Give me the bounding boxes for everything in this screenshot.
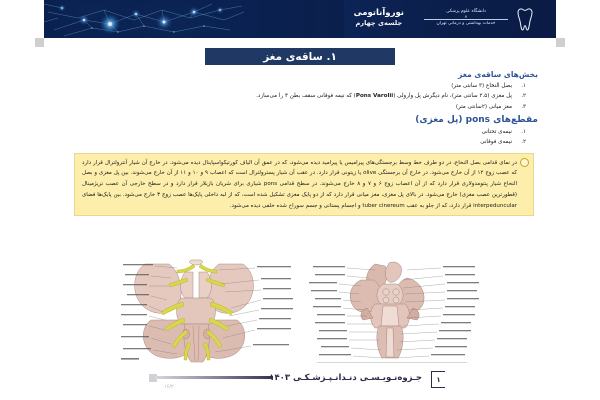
page-title-text: ۱. ساقه‌ی مغز	[263, 50, 337, 63]
logo-line-2: خدمات بهداشتی و درمانی تهران	[436, 21, 496, 26]
footer-small-text: ۱۶/۲	[164, 384, 174, 390]
banner-course-title: نوروآناتومی	[353, 8, 404, 18]
footer-gradient-rule	[155, 376, 273, 379]
list-item	[44, 81, 526, 91]
list-item-text: نیمه‌ی تحتانی	[481, 129, 512, 136]
list-item-number: ۲.	[521, 93, 526, 100]
footer-title: جـزوه‌نـویـسـی دنـدانـپـزشـکـی ۱۴۰۳	[269, 373, 422, 383]
university-logo-text	[420, 9, 512, 26]
list-item-text: نیمه‌ی فوقانی	[480, 139, 512, 146]
list-item-number: ۱.	[521, 83, 526, 89]
brainstem-parts-list	[44, 81, 526, 112]
brainstem-posterior-illustration	[303, 258, 485, 366]
list-item-number: ۳.	[521, 103, 526, 110]
brainstem-anterior-illustration	[115, 258, 297, 366]
brainstem-posterior-view	[303, 258, 485, 366]
banner-title-block	[354, 7, 404, 29]
list-item-number: ۲.	[521, 139, 526, 146]
page-footer	[0, 368, 600, 400]
tooth-icon	[514, 7, 536, 32]
document-content	[44, 68, 556, 216]
list-item	[44, 127, 526, 137]
list-item-number: ۱.	[521, 129, 526, 136]
page-number-badge: ۱	[431, 371, 445, 388]
figure-row	[44, 258, 556, 368]
list-item-text: بصل النخاع (۳ سانتی متر)	[451, 83, 512, 89]
university-logo	[416, 6, 538, 33]
banner-gradient-overlay	[254, 0, 344, 38]
note-paragraph: در نمای قدامی بصل النخاع، در دو طرف خط وسط برجستگی‌های پیرامیس یا پیرامید دیده می‌شود، که در عمق آن الیاف کورتیکواسپاینال دیده می‌شود. در خارج آن شیار آنترولترال قرار دارد که عصب زوج ۱۲ از آن خارج می‌شود. در خارج آن برجستگی olive یا زیتونی قرار دارد. در عقب آن شیار پسترولترال است که اعصاب ۹ و ۱۰ و ۱۱ از آن خارج می‌شوند. بین پل مغزی و بصل النخاع شیار پنتومدولاری قرار دارد که از آن اعصاب زوج ۶ و ۷ و ۸ خارج می‌شوند. در سطح قدامی pons شیاری برای شریان بازیلار قرار دارد و در سطح خارجی آن عصب تریژمینال (قطورترین عصب مغزی) خارج می‌شود. در بالای پل مغزی، مغز میانی قرار دارد که از دو پایک مغزی تشکیل شده است، که از لبه داخلی پایک‌ها عصب زوج ۳ خارج می‌شود. بین پایک‌ها فضای interpeduncular قرار دارد، که از جلو به عقب tuber cinereum و اجسام پستانی و جسم سوراخ شده خلفی دیده می‌شود.	[82, 159, 517, 209]
list-item-text: مغز میانی (۲سانتی متر)	[455, 103, 512, 110]
logo-ampersand: و	[465, 13, 467, 18]
list-item-text-after: ) که نیمه فوقانی سقف بطن ۴ را می‌سازد.	[256, 93, 356, 100]
note-bullet-icon	[520, 158, 529, 167]
section-heading-pons-sections: مقطع‌های pons (پل مغزی)	[415, 115, 538, 126]
section-heading-brainstem-parts: بخش‌های ساقه‌ی مغز	[458, 70, 538, 79]
page-title	[205, 48, 395, 65]
brainstem-anterior-cranial-nerves-view	[115, 258, 297, 366]
pons-sections-list	[44, 127, 526, 148]
list-item	[44, 102, 526, 112]
header-banner	[44, 0, 556, 38]
banner-session-subtitle: جلسه‌ی چهارم	[355, 19, 403, 28]
list-item	[44, 137, 526, 147]
list-item	[44, 91, 526, 101]
list-item-text-before: پل مغزی (۲.۵ سانتی متر)، نام دیگرش پل وارولی (	[393, 93, 512, 100]
logo-line-1: دانشگاه علوم پزشکی	[446, 9, 486, 14]
corner-marker-left	[35, 38, 44, 47]
latin-term-pons-varolii: Pons Varolii	[355, 93, 394, 100]
logo-divider	[424, 19, 508, 20]
corner-marker-right	[556, 38, 565, 47]
highlighted-note-box	[74, 153, 534, 217]
